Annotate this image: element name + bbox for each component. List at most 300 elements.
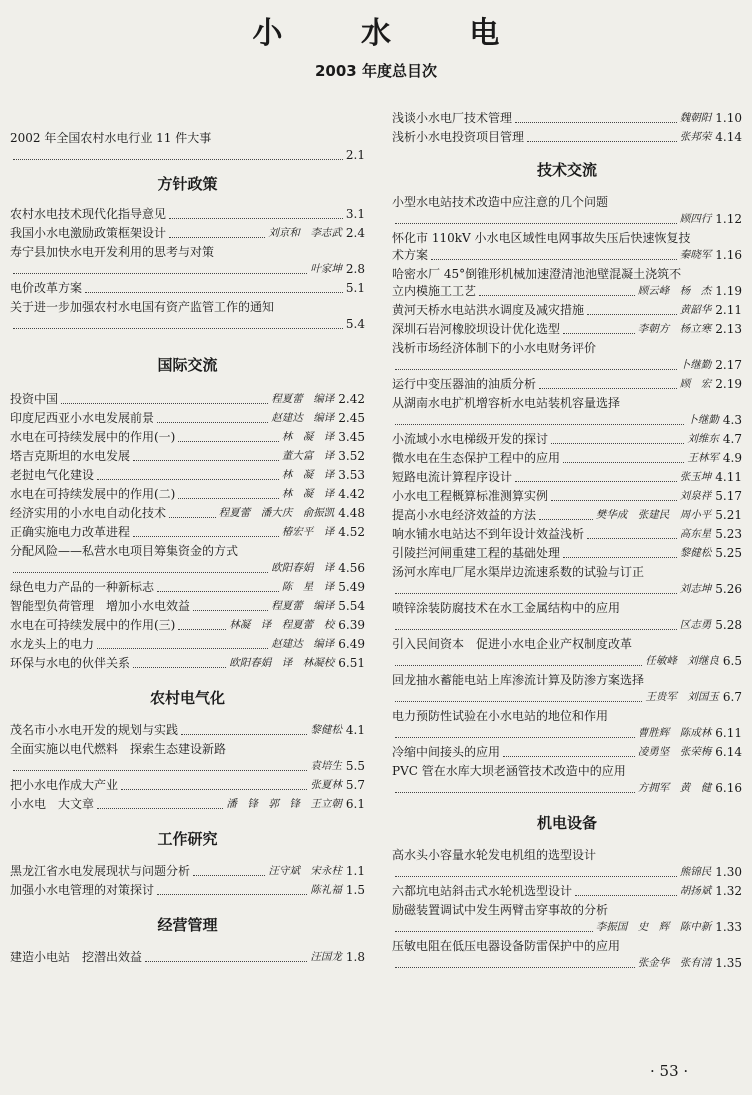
toc-leader-dots (169, 218, 343, 219)
toc-entry (392, 302, 742, 319)
toc-entry-page: 4.52 (338, 525, 365, 539)
toc-entry-page: 4.56 (338, 561, 365, 575)
toc-entry-page: 1.30 (715, 865, 742, 879)
toc-entry (10, 486, 365, 503)
toc-entry-page: 6.11 (715, 726, 742, 740)
toc-entry-title: 浅析市场经济体制下的小水电财务评价 (392, 341, 597, 355)
toc-leader-dots (551, 443, 684, 444)
toc-entry (392, 431, 742, 448)
toc-entry-author: 王林军 (687, 452, 719, 464)
toc-entry-line (392, 955, 742, 972)
toc-entry-title: 哈密水厂 45°倒锥形机械加速澄清池池壁混凝土浇筑不 (392, 267, 682, 281)
toc-entry-title: 把小水电作成大产业 (10, 778, 119, 792)
toc-entry-page: 2.11 (715, 303, 742, 317)
toc-entry-title: 小流域小水电梯级开发的探讨 (392, 432, 549, 446)
toc-entry-page: 5.23 (715, 527, 742, 541)
toc-entry (392, 321, 742, 338)
toc-entry-title: 小水电工程概算标准测算实例 (392, 489, 549, 503)
toc-entry-page: 2.13 (715, 322, 742, 336)
toc-leader-dots (395, 665, 642, 666)
toc-entry (392, 488, 742, 505)
toc-entry-line (392, 617, 742, 634)
toc-entry-line (392, 725, 742, 742)
page-number: · 53 · (650, 1062, 689, 1080)
toc-entry-page: 2.4 (345, 226, 365, 240)
toc-entry-title: 水电在可持续发展中的作用(二) (10, 487, 176, 501)
toc-entry-line (10, 486, 365, 503)
toc-entry-author: 潘 锋 郭 锋 王立朝 (226, 798, 342, 810)
toc-leader-dots (121, 789, 307, 790)
toc-entry-author: 李朝方 杨立寒 (637, 323, 712, 335)
toc-entry-title: 运行中变压器油的油质分析 (392, 377, 537, 391)
toc-leader-dots (133, 536, 279, 537)
toc-entry-author: 任敏峰 刘继良 (645, 655, 719, 667)
toc-entry-line (392, 450, 742, 467)
toc-leader-dots (13, 273, 307, 274)
toc-entry-page: 3.52 (338, 449, 365, 463)
toc-entry-page: 5.1 (345, 281, 365, 295)
toc-entry-author: 王贵军 刘国玉 (645, 691, 719, 703)
toc-leader-dots (157, 591, 279, 592)
toc-entry-author: 张夏林 (310, 779, 342, 791)
toc-entry-line (10, 863, 365, 880)
toc-entry-page: 1.33 (715, 920, 742, 934)
toc-entry-page: 5.4 (345, 317, 365, 331)
toc-entry (392, 376, 742, 393)
toc-section-heading: 国际交流 (157, 356, 218, 374)
toc-entry-author: 高东星 (679, 528, 712, 540)
toc-entry (392, 110, 742, 127)
toc-leader-dots (527, 141, 677, 142)
toc-entry-line (10, 261, 365, 278)
toc-entry-page: 1.12 (715, 212, 742, 226)
toc-entry-page: 3.45 (338, 430, 365, 444)
toc-leader-dots (395, 737, 635, 738)
toc-entry (392, 469, 742, 486)
toc-entry-page: 1.1 (345, 864, 365, 878)
toc-entry-title: 立内模施工工艺 (392, 284, 477, 298)
toc-leader-dots (169, 517, 216, 518)
toc-entry-title: 塔吉克斯坦的水电发展 (10, 449, 131, 463)
toc-entry-line (392, 653, 742, 670)
toc-entry-author: 刘泉祥 (679, 490, 712, 502)
toc-leader-dots (479, 295, 635, 296)
toc-entry-line (10, 505, 365, 522)
toc-entry-page: 3.53 (338, 468, 365, 482)
toc-leader-dots (13, 328, 343, 329)
toc-entry (10, 741, 365, 775)
toc-entry-line (392, 636, 742, 653)
toc-section-heading: 技术交流 (536, 161, 597, 179)
toc-entry-title: 喷锌涂装防腐技术在水工金属结构中的应用 (392, 601, 621, 615)
toc-entry-line (10, 410, 365, 427)
toc-entry-author: 胡扬斌 (679, 885, 712, 897)
toc-entry-title: 电力预防性试验在小水电站的地位和作用 (392, 709, 609, 723)
toc-entry-line (392, 488, 742, 505)
toc-entry-author: 顾 宏 (679, 378, 712, 390)
toc-entry-page: 6.16 (715, 781, 742, 795)
toc-subtitle: 2003 年度总目次 (315, 62, 437, 80)
toc-entry (392, 395, 742, 429)
toc-section-heading: 经营管理 (157, 916, 218, 934)
toc-entry-page: 5.25 (715, 546, 742, 560)
toc-entry-title: 汤河水库电厂尾水渠岸边流速系数的试验与订正 (392, 565, 645, 579)
toc-entry (392, 744, 742, 761)
toc-entry-author: 椿宏平 译 (281, 526, 335, 538)
toc-entry-author: 张玉坤 (679, 471, 712, 483)
toc-entry-line (392, 847, 742, 864)
toc-entry (10, 391, 365, 408)
toc-entry (10, 598, 365, 615)
toc-entry-author: 汪国龙 (310, 951, 342, 963)
toc-entry (392, 902, 742, 936)
toc-entry-line (10, 598, 365, 615)
toc-entry-title: 智能型负荷管理 增加小水电效益 (10, 599, 191, 613)
toc-entry-author: 樊华成 张建民 周小平 (595, 509, 712, 521)
toc-entry-line (10, 543, 365, 560)
toc-entry-author: 程夏蕾 编译 (271, 600, 335, 612)
toc-entry-line (10, 524, 365, 541)
toc-leader-dots (157, 422, 268, 423)
toc-entry-title: 黑龙江省水电发展现状与问题分析 (10, 864, 191, 878)
toc-leader-dots (169, 237, 265, 238)
toc-entry-author: 董大富 译 (281, 450, 335, 462)
toc-leader-dots (395, 876, 677, 877)
toc-leader-dots (13, 159, 343, 160)
toc-entry-line (10, 299, 365, 316)
toc-entry-title: 投资中国 (10, 392, 59, 406)
toc-entry-line (392, 302, 742, 319)
toc-entry-author: 黎健松 (310, 724, 342, 736)
toc-entry-title: 高水头小容量水轮发电机组的选型设计 (392, 848, 597, 862)
toc-entry-title: 水电在可持续发展中的作用(一) (10, 430, 176, 444)
toc-entry-author: 欧阳春娟 译 林凝校 (229, 657, 335, 669)
toc-entry-line (392, 526, 742, 543)
toc-entry-page: 6.51 (338, 656, 365, 670)
toc-entry-line (10, 225, 365, 242)
toc-entry-line (10, 741, 365, 758)
toc-entry-author: 张金华 张有清 (637, 957, 712, 969)
toc-entry-author: 方拥军 黄 健 (637, 782, 712, 794)
toc-entry-title: PVC 管在水库大坝老涵管技术改造中的应用 (392, 764, 626, 778)
journal-title: 小 水 电 (252, 16, 534, 51)
toc-entry-title: 六都坑电站斜击式水轮机选型设计 (392, 884, 573, 898)
toc-entry-line (392, 376, 742, 393)
toc-entry-line (10, 777, 365, 794)
toc-leader-dots (395, 424, 684, 425)
toc-entry-title: 经济实用的小水电自动化技术 (10, 506, 167, 520)
toc-entry-page: 1.35 (715, 956, 742, 970)
toc-entry-line (10, 617, 365, 634)
toc-entry-line (10, 467, 365, 484)
toc-entry-title: 小型水电站技术改造中应注意的几个问题 (392, 195, 609, 209)
toc-entry (392, 564, 742, 598)
toc-entry-line (392, 321, 742, 338)
toc-entry-author: 程夏蕾 潘大庆 俞振凯 (218, 507, 335, 519)
toc-entry (392, 708, 742, 742)
toc-entry-author: 凌勇坚 张荣梅 (637, 746, 712, 758)
toc-leader-dots (178, 629, 226, 630)
toc-entry-title: 励磁装置调试中发生两臂击穿事故的分析 (392, 903, 609, 917)
toc-entry-author: 区志勇 (679, 619, 712, 631)
toc-entry-title: 浅析小水电投资项目管理 (392, 130, 525, 144)
toc-entry-title: 引陵拦河闸重建工程的基础处理 (392, 546, 561, 560)
toc-leader-dots (575, 895, 677, 896)
toc-leader-dots (395, 792, 635, 793)
toc-entry-page: 2.19 (715, 377, 742, 391)
toc-entry-author: 赵建达 编译 (271, 638, 335, 650)
toc-entry-page: 6.7 (722, 690, 742, 704)
toc-entry-page: 1.10 (715, 111, 742, 125)
toc-section-heading: 机电设备 (536, 814, 597, 832)
toc-entry-title: 深圳石岩河橡胶坝设计优化选型 (392, 322, 561, 336)
toc-entry (392, 545, 742, 562)
toc-leader-dots (539, 519, 593, 520)
toc-entry-author: 刘京和 李志武 (268, 227, 342, 239)
toc-entry-author: 秦晓军 (679, 249, 712, 261)
toc-entry-title: 正确实施电力改革进程 (10, 525, 131, 539)
toc-entry (10, 722, 365, 739)
toc-entry-line (392, 340, 742, 357)
toc-entry-author: 陈 星 译 (281, 581, 335, 593)
toc-entry-line (392, 129, 742, 146)
toc-entry-line (392, 600, 742, 617)
toc-entry (10, 467, 365, 484)
toc-entry-title: 电价改革方案 (10, 281, 83, 295)
toc-entry-page: 4.48 (338, 506, 365, 520)
toc-leader-dots (133, 460, 279, 461)
toc-entry-title: 水龙头上的电力 (10, 637, 95, 651)
toc-entry-line (392, 708, 742, 725)
toc-entry-line (392, 395, 742, 412)
toc-leader-dots (145, 961, 307, 962)
toc-entry-line (392, 357, 742, 374)
toc-entry-author: 刘维东 (687, 433, 719, 445)
toc-entry-line (392, 763, 742, 780)
toc-entry-page: 5.7 (345, 778, 365, 792)
toc-entry-line (392, 672, 742, 689)
toc-leader-dots (395, 967, 635, 968)
toc-entry (10, 225, 365, 242)
toc-leader-dots (97, 648, 268, 649)
toc-leader-dots (431, 259, 677, 260)
toc-leader-dots (395, 629, 677, 630)
toc-entry-title: 术方案 (392, 248, 429, 262)
toc-entry-author: 卜继勤 (679, 359, 712, 371)
toc-entry (10, 796, 365, 813)
toc-entry-author: 卜继勤 (687, 414, 719, 426)
toc-entry-line (392, 902, 742, 919)
toc-entry-line (10, 206, 365, 223)
toc-entry-title: 回龙抽水蓄能电站上库渗流计算及防渗方案选择 (392, 673, 645, 687)
toc-entry-page: 4.42 (338, 487, 365, 501)
toc-entry-title: 关于进一步加强农村水电国有资产监管工作的通知 (10, 300, 275, 314)
toc-entry-page: 1.8 (345, 950, 365, 964)
toc-entry-author: 林 凝 译 (281, 469, 335, 481)
toc-entry-author: 程夏蕾 编译 (271, 393, 335, 405)
toc-entry-line (10, 882, 365, 899)
toc-entry (392, 672, 742, 706)
toc-entry (10, 543, 365, 577)
toc-entry-title: 引入民间资本 促进小水电企业产权制度改革 (392, 637, 633, 651)
toc-entry-title: 全面实施以电代燃料 探索生态建设新路 (10, 742, 227, 756)
toc-entry-title: 我国小水电激励政策框架设计 (10, 226, 167, 240)
toc-entry-page: 6.14 (715, 745, 742, 759)
toc-entry-page: 6.49 (338, 637, 365, 651)
toc-entry-title: 黄河天桥水电站洪水调度及减灾措施 (392, 303, 585, 317)
toc-entry-title: 压敏电阻在低压电器设备防雷保护中的应用 (392, 939, 621, 953)
toc-entry (10, 636, 365, 653)
toc-entry-title: 2002 年全国农村水电行业 11 件大事 (10, 131, 212, 145)
toc-entry-line (10, 448, 365, 465)
toc-entry-page: 5.21 (715, 508, 742, 522)
toc-leader-dots (515, 122, 677, 123)
toc-entry-title: 分配风险——私营水电项目筹集资金的方式 (10, 544, 239, 558)
toc-entry-line (392, 211, 742, 228)
toc-entry-page: 4.7 (722, 432, 742, 446)
toc-leader-dots (97, 479, 279, 480)
toc-entry (10, 244, 365, 278)
toc-entry (392, 636, 742, 670)
toc-leader-dots (551, 500, 677, 501)
toc-entry-line (10, 655, 365, 672)
toc-entry-page: 3.1 (345, 207, 365, 221)
toc-entry-title: 浅谈小水电厂技术管理 (392, 111, 513, 125)
toc-entry-line (10, 722, 365, 739)
toc-entry-line (392, 564, 742, 581)
toc-entry-title: 绿色电力产品的一种新标志 (10, 580, 155, 594)
toc-entry-author: 曹胜辉 陈成林 (637, 727, 712, 739)
toc-entry-title: 老挝电气化建设 (10, 468, 95, 482)
toc-leader-dots (395, 369, 677, 370)
toc-left-column (10, 108, 365, 966)
toc-entry-page: 5.49 (338, 580, 365, 594)
toc-leader-dots (133, 667, 226, 668)
toc-entry (392, 266, 742, 300)
toc-entry-line (392, 412, 742, 429)
toc-entry-title: 提高小水电经济效益的方法 (392, 508, 537, 522)
toc-entry-page: 2.8 (345, 262, 365, 276)
toc-entry-author: 陈礼福 (310, 884, 342, 896)
toc-entry-page: 1.32 (715, 884, 742, 898)
toc-leader-dots (178, 498, 278, 499)
toc-entry (392, 600, 742, 634)
toc-entry (392, 450, 742, 467)
toc-entry (10, 448, 365, 465)
toc-entry-line (392, 581, 742, 598)
toc-leader-dots (181, 734, 307, 735)
toc-entry (10, 410, 365, 427)
toc-section-heading: 工作研究 (157, 830, 218, 848)
toc-entry-line (392, 469, 742, 486)
toc-entry-title: 农村水电技术现代化指导意见 (10, 207, 167, 221)
toc-entry (10, 655, 365, 672)
toc-entry-page: 4.11 (715, 470, 742, 484)
toc-entry-line (392, 110, 742, 127)
toc-entry (392, 763, 742, 797)
toc-entry (392, 194, 742, 228)
toc-entry-page: 5.28 (715, 618, 742, 632)
toc-entry (10, 863, 365, 880)
toc-entry-title: 水电在可持续发展中的作用(三) (10, 618, 176, 632)
toc-entry (10, 882, 365, 899)
toc-entry (10, 617, 365, 634)
toc-leader-dots (515, 481, 677, 482)
toc-entry-author: 顾云峰 杨 杰 (637, 285, 712, 297)
toc-entry-line (10, 560, 365, 577)
toc-leader-dots (61, 403, 268, 404)
toc-entry (10, 579, 365, 596)
toc-section-heading: 农村电气化 (149, 689, 225, 707)
toc-entry-line (392, 230, 742, 247)
toc-entry-page: 2.45 (338, 411, 365, 425)
toc-entry-author: 汪守斌 宋永柱 (268, 865, 342, 877)
toc-entry-line (10, 244, 365, 261)
toc-leader-dots (539, 388, 677, 389)
toc-leader-dots (563, 557, 677, 558)
toc-entry-page: 5.54 (338, 599, 365, 613)
toc-leader-dots (563, 333, 635, 334)
toc-leader-dots (395, 593, 677, 594)
toc-entry-page: 4.3 (722, 413, 742, 427)
toc-entry (392, 129, 742, 146)
toc-entry-author: 魏朝阳 (679, 112, 712, 124)
toc-leader-dots (395, 931, 593, 932)
toc-entry-page: 1.5 (345, 883, 365, 897)
toc-entry-line (392, 883, 742, 900)
toc-entry-line (10, 316, 365, 333)
toc-entry-title: 响水铺水电站达不到年设计效益浅析 (392, 527, 585, 541)
toc-entry-title: 微水电在生态保护工程中的应用 (392, 451, 561, 465)
toc-entry (392, 340, 742, 374)
toc-entry-line (10, 796, 365, 813)
toc-entry-page: 5.26 (715, 582, 742, 596)
toc-entry-page: 4.9 (722, 451, 742, 465)
toc-entry-line (392, 780, 742, 797)
toc-entry-title: 小水电 大文章 (10, 797, 95, 811)
toc-entry-author: 顾四行 (679, 213, 712, 225)
toc-leader-dots (97, 808, 223, 809)
toc-entry-author: 刘志坤 (679, 583, 712, 595)
toc-entry-line (10, 579, 365, 596)
toc-entry-author: 黎健松 (679, 547, 712, 559)
toc-entry-line (10, 758, 365, 775)
toc-leader-dots (503, 756, 635, 757)
toc-entry-author: 李振国 史 辉 陈中新 (595, 921, 712, 933)
toc-entry (10, 777, 365, 794)
toc-right-column (392, 108, 742, 972)
toc-entry-line (10, 130, 365, 147)
toc-entry (10, 524, 365, 541)
toc-entry-page: 1.16 (715, 248, 742, 262)
toc-entry-page: 6.39 (338, 618, 365, 632)
toc-entry-page: 6.1 (345, 797, 365, 811)
toc-entry-line (392, 247, 742, 264)
toc-leader-dots (395, 223, 677, 224)
toc-entry (10, 299, 365, 333)
toc-leader-dots (193, 875, 265, 876)
toc-entry-title: 寿宁县加快水电开发利用的思考与对策 (10, 245, 215, 259)
toc-entry-page: 4.14 (715, 130, 742, 144)
toc-entry (392, 847, 742, 881)
toc-entry-author: 叶家坤 (310, 263, 342, 275)
toc-entry (392, 883, 742, 900)
toc-leader-dots (563, 462, 684, 463)
toc-entry-line (392, 919, 742, 936)
toc-entry-author: 黄韶华 (679, 304, 712, 316)
toc-entry-line (10, 147, 365, 164)
toc-leader-dots (85, 292, 343, 293)
